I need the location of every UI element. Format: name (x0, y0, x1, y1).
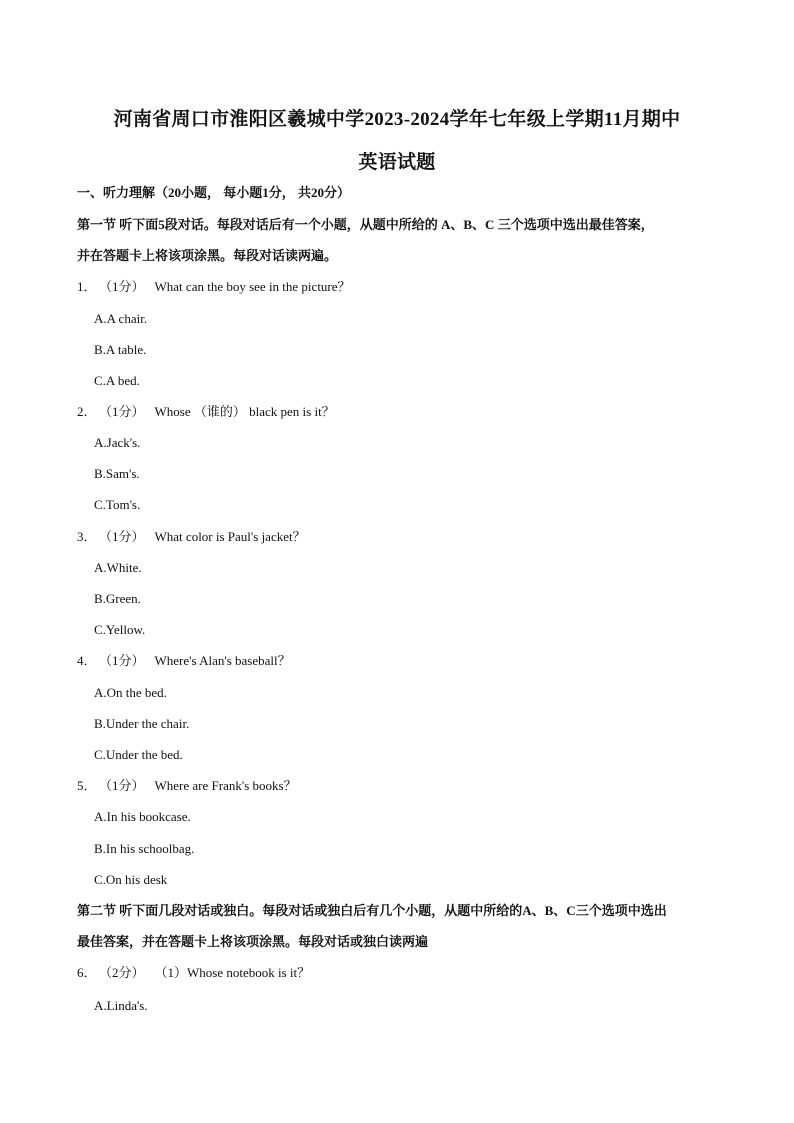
question-score: （2分） (99, 965, 145, 980)
question-text: What can the boy see in the picture？ (154, 279, 351, 294)
option-5a: A.In his bookcase. (94, 809, 191, 824)
question-score: （1分） (99, 279, 145, 294)
question-3 (77, 529, 306, 545)
question-text: Whose （谁的） black pen is it？ (154, 404, 335, 419)
option-2a: A.Jack's. (94, 435, 141, 450)
option-2c: C.Tom's. (94, 497, 141, 512)
question-5 (77, 778, 297, 794)
option-4b: B.Under the chair. (94, 716, 190, 731)
question-number: 5． (77, 778, 97, 793)
section1-heading: 一、听力理解（20小题， 每小题1分， 共20分） (77, 185, 351, 200)
question-number: 3． (77, 529, 97, 544)
question-score: （1分） (99, 404, 145, 419)
option-6a: A.Linda's. (94, 998, 148, 1013)
option-1b: B.A table. (94, 342, 147, 357)
option-5b: B.In his schoolbag. (94, 841, 195, 856)
question-score: （1分） (99, 778, 145, 793)
question-1 (77, 279, 351, 295)
option-4c: C.Under the bed. (94, 747, 183, 762)
question-number: 2． (77, 404, 97, 419)
part1-instruction-line1: 第一节 听下面5段对话。每段对话后有一个小题，从题中所给的 A、B、C 三个选项中选出最佳答案， (77, 217, 654, 232)
question-text: Where's Alan's baseball？ (154, 653, 291, 668)
option-1a: A.A chair. (94, 311, 148, 326)
question-number: 6． (77, 965, 97, 980)
question-2 (77, 404, 335, 420)
exam-title-line2: 英语试题 (358, 152, 436, 173)
option-4a: A.On the bed. (94, 685, 167, 700)
question-text: （1）Whose notebook is it？ (154, 965, 311, 980)
question-text: What color is Paul's jacket？ (154, 529, 306, 544)
option-3a: A.White. (94, 560, 142, 575)
option-1c: C.A bed. (94, 373, 140, 388)
option-2b: B.Sam's. (94, 466, 140, 481)
question-score: （1分） (99, 529, 145, 544)
exam-title-line1: 河南省周口市淮阳区羲城中学2023-2024学年七年级上学期11月期中 (113, 109, 681, 130)
question-score: （1分） (99, 653, 145, 668)
option-3b: B.Green. (94, 591, 141, 606)
question-number: 4． (77, 653, 97, 668)
part1-instruction-line2: 并在答题卡上将该项涂黑。每段对话读两遍。 (77, 248, 338, 263)
question-6 (77, 965, 310, 981)
question-text: Where are Frank's books？ (154, 778, 297, 793)
option-3c: C.Yellow. (94, 622, 146, 637)
question-4 (77, 653, 291, 669)
question-number: 1． (77, 279, 97, 294)
part2-instruction-line1: 第二节 听下面几段对话或独白。每段对话或独白后有几个小题，从题中所给的A、B、C三个选项中选出 (77, 903, 667, 918)
option-5c: C.On his desk (94, 872, 168, 887)
part2-instruction-line2: 最佳答案，并在答题卡上将该项涂黑。每段对话或独白读两遍 (77, 934, 429, 949)
